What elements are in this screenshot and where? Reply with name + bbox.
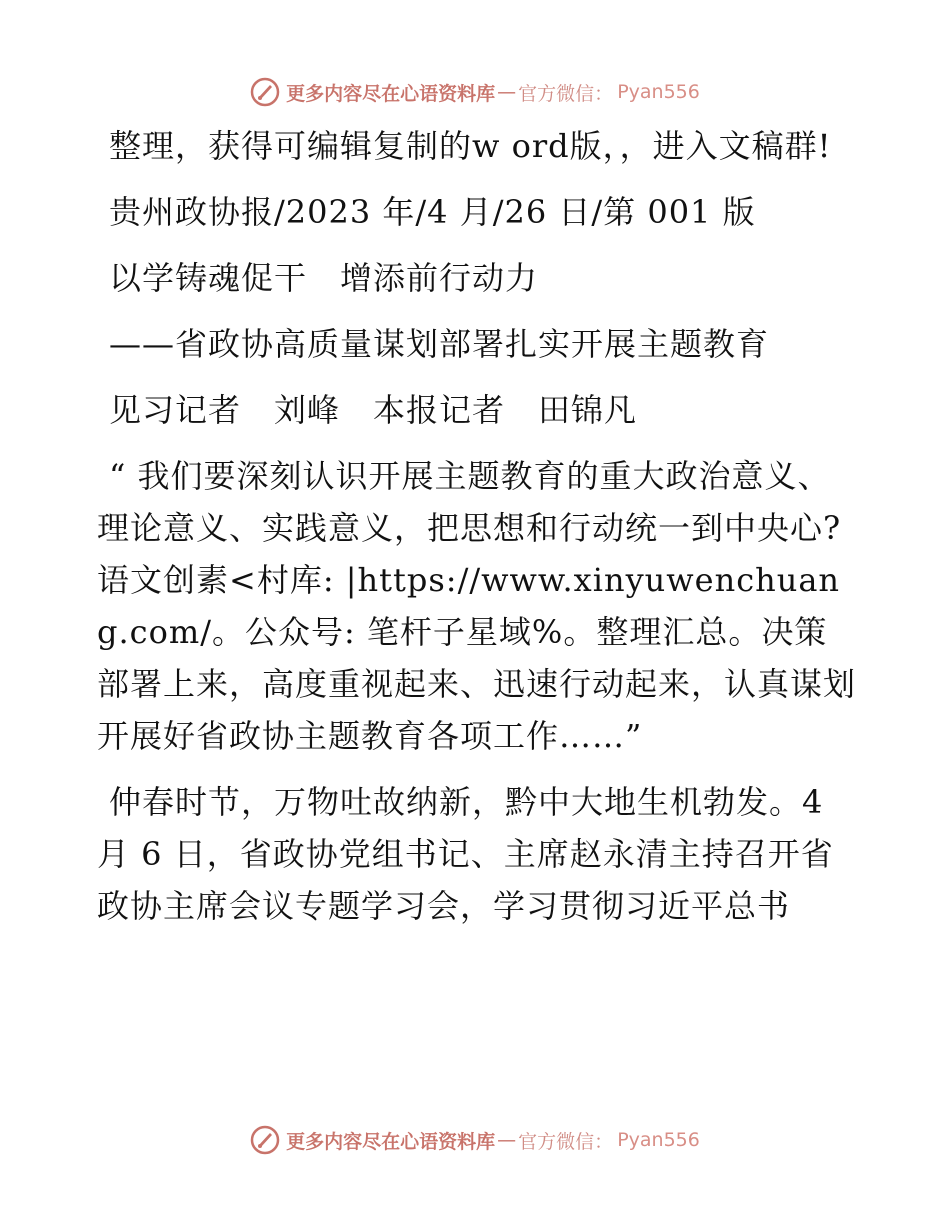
header-watermark bbox=[0, 72, 950, 112]
article-title: 以学铸魂促干 增添前行动力 bbox=[109, 259, 539, 297]
article-subtitle: ——省政协高质量谋划部署扎实开展主题教育 bbox=[109, 325, 770, 363]
footer-watermark bbox=[0, 1120, 950, 1160]
byline: 见习记者 刘峰 本报记者 田锦凡 bbox=[109, 391, 638, 429]
watermark-dash: — bbox=[497, 1129, 517, 1151]
quote-paragraph: “ 我们要深刻认识开展主题教育的重大政治意义、理论意义、实践意义，把思想和行动统一到中央心?语文创素<村库: |https://www.xinyuwenchuang.com/。公众号: 笔杆子星域%。整理汇总。决策部署上来，高度重视起来、迅速行动起来，认真谋划开展好省政协主题教育各项工作……” bbox=[97, 457, 857, 755]
intro-line: 整理，获得可编辑复制的w ord版，，进入文稿群! bbox=[109, 127, 832, 165]
watermark-wechat-label: 官方微信： bbox=[518, 1130, 614, 1153]
logo-icon bbox=[250, 1125, 280, 1155]
document-body bbox=[97, 120, 857, 946]
watermark-wechat-id: Pyan556 bbox=[617, 1129, 700, 1151]
logo-icon bbox=[250, 77, 280, 107]
watermark-wechat-id: Pyan556 bbox=[617, 81, 700, 103]
body-paragraph: 仲春时节，万物吐故纳新，黔中大地生机勃发。4 月 6 日，省政协党组书记、主席赵永清主持召开省政协主席会议专题学习会，学习贯彻习近平总书 bbox=[97, 783, 834, 925]
watermark-main-text: 更多内容尽在心语资料库 bbox=[286, 82, 496, 105]
watermark-wechat-label: 官方微信： bbox=[518, 82, 614, 105]
watermark-main-text: 更多内容尽在心语资料库 bbox=[286, 1130, 496, 1153]
publication-line: 贵州政协报/2023 年/4 月/26 日/第 001 版 bbox=[109, 193, 756, 231]
watermark-dash: — bbox=[497, 81, 517, 103]
